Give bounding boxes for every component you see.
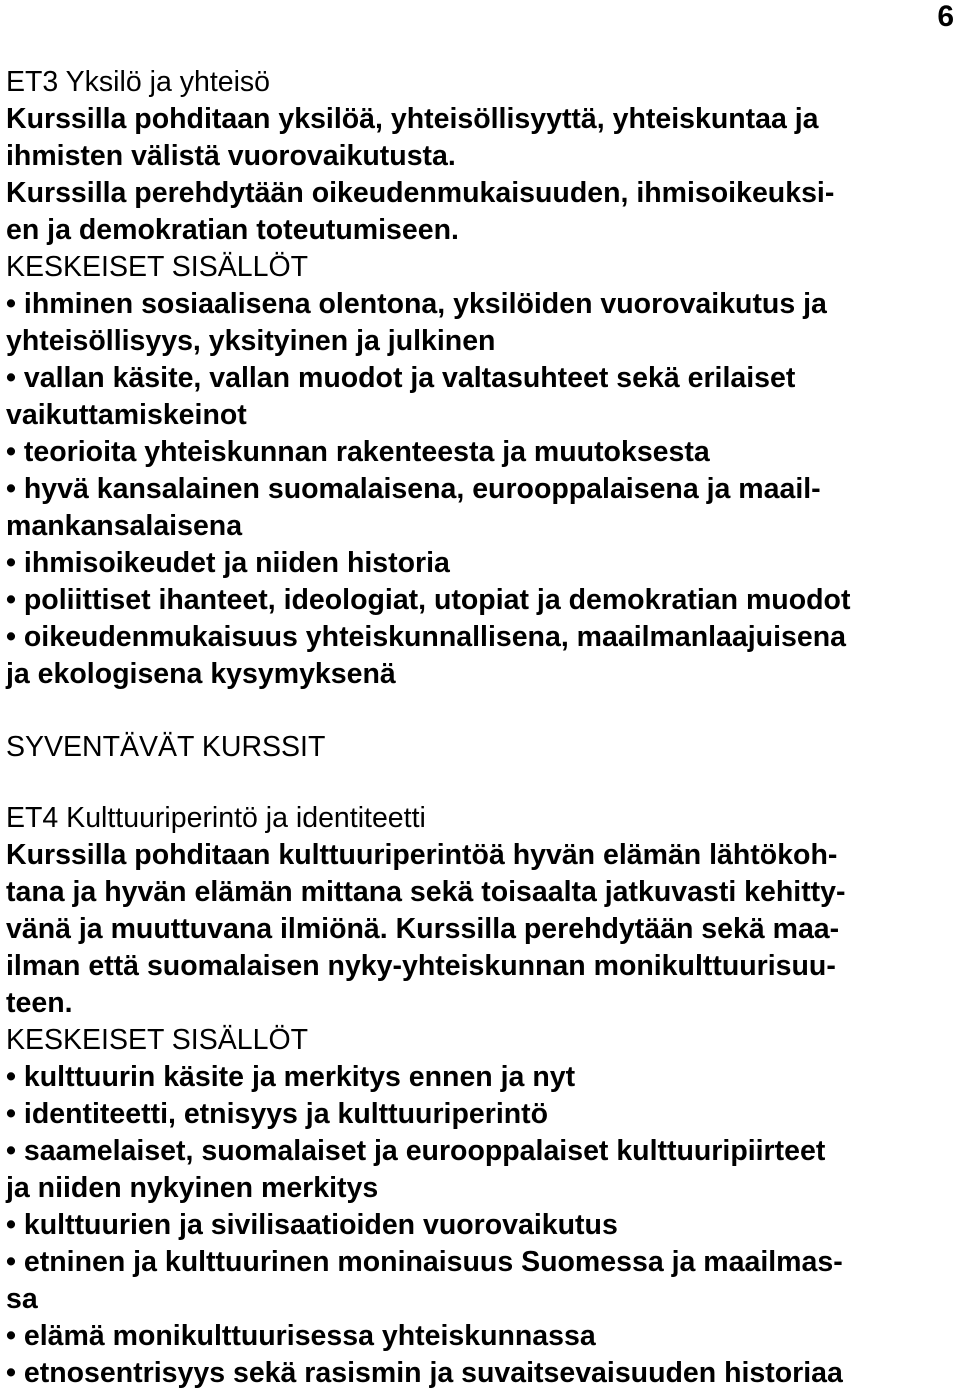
contents-heading: KESKEISET SISÄLLÖT	[6, 251, 309, 283]
list-item: • ihminen sosiaalisena olentona, yksilöiden vuorovaikutus ja	[6, 288, 827, 320]
list-item-continuation: ja ekologisena kysymyksenä	[6, 658, 396, 690]
document-body	[6, 64, 956, 1392]
spacer	[6, 766, 956, 800]
contents-heading: KESKEISET SISÄLLÖT	[6, 1024, 309, 1056]
list-item: • saamelaiset, suomalaiset ja eurooppalaiset kulttuuripiirteet	[6, 1135, 826, 1167]
list-item: • hyvä kansalainen suomalaisena, eurooppalaisena ja maail-	[6, 473, 821, 505]
page-number: 6	[937, 0, 954, 33]
list-item-continuation: yhteisöllisyys, yksityinen ja julkinen	[6, 325, 496, 357]
description-line: ilman että suomalaisen nyky-yhteiskunnan monikulttuurisuu-	[6, 950, 836, 982]
description-line: Kurssilla perehdytään oikeudenmukaisuuden, ihmisoikeuksi-	[6, 177, 835, 209]
list-item: • poliittiset ihanteet, ideologiat, utopiat ja demokratian muodot	[6, 584, 851, 616]
list-item: • ihmisoikeudet ja niiden historia	[6, 547, 450, 579]
contents-list	[6, 286, 956, 693]
list-item-continuation: ja niiden nykyinen merkitys	[6, 1172, 379, 1204]
description-line: Kurssilla pohditaan yksilöä, yhteisöllisyyttä, yhteiskuntaa ja	[6, 103, 819, 135]
spacer	[6, 693, 956, 729]
list-item: • oikeudenmukaisuus yhteiskunnallisena, maailmanlaajuisena	[6, 621, 846, 653]
list-item: • elämä monikulttuurisessa yhteiskunnassa	[6, 1320, 596, 1352]
contents-list	[6, 1059, 956, 1392]
list-item: • teorioita yhteiskunnan rakenteesta ja muutoksesta	[6, 436, 710, 468]
course-title: ET4 Kulttuuriperintö ja identiteetti	[6, 802, 426, 834]
course-et3	[6, 64, 956, 693]
description-line: tana ja hyvän elämän mittana sekä toisaalta jatkuvasti kehitty-	[6, 876, 846, 908]
list-item: • etninen ja kulttuurinen moninaisuus Suomessa ja maailmas-	[6, 1246, 843, 1278]
course-description	[6, 837, 956, 1022]
list-item-continuation: vaikuttamiskeinot	[6, 399, 247, 431]
description-line: ihmisten välistä vuorovaikutusta.	[6, 140, 456, 172]
list-item: • identiteetti, etnisyys ja kulttuuriperintö	[6, 1098, 549, 1130]
course-title: ET3 Yksilö ja yhteisö	[6, 66, 271, 98]
list-item-continuation: mankansalaisena	[6, 510, 243, 542]
description-line: en ja demokratian toteutumiseen.	[6, 214, 459, 246]
list-item: • vallan käsite, vallan muodot ja valtasuhteet sekä erilaiset	[6, 362, 796, 394]
section-heading: SYVENTÄVÄT KURSSIT	[6, 731, 326, 763]
description-line: vänä ja muuttuvana ilmiönä. Kurssilla perehdytään sekä maa-	[6, 913, 840, 945]
course-description	[6, 101, 956, 249]
description-line: teen.	[6, 987, 73, 1019]
description-line: Kurssilla pohditaan kulttuuriperintöä hyvän elämän lähtökoh-	[6, 839, 838, 871]
list-item: • kulttuurin käsite ja merkitys ennen ja nyt	[6, 1061, 576, 1093]
list-item: • etnosentrisyys sekä rasismin ja suvaitsevaisuuden historiaa	[6, 1357, 843, 1389]
course-et4	[6, 800, 956, 1392]
list-item: • kulttuurien ja sivilisaatioiden vuorovaikutus	[6, 1209, 618, 1241]
list-item-continuation: sa	[6, 1283, 38, 1315]
